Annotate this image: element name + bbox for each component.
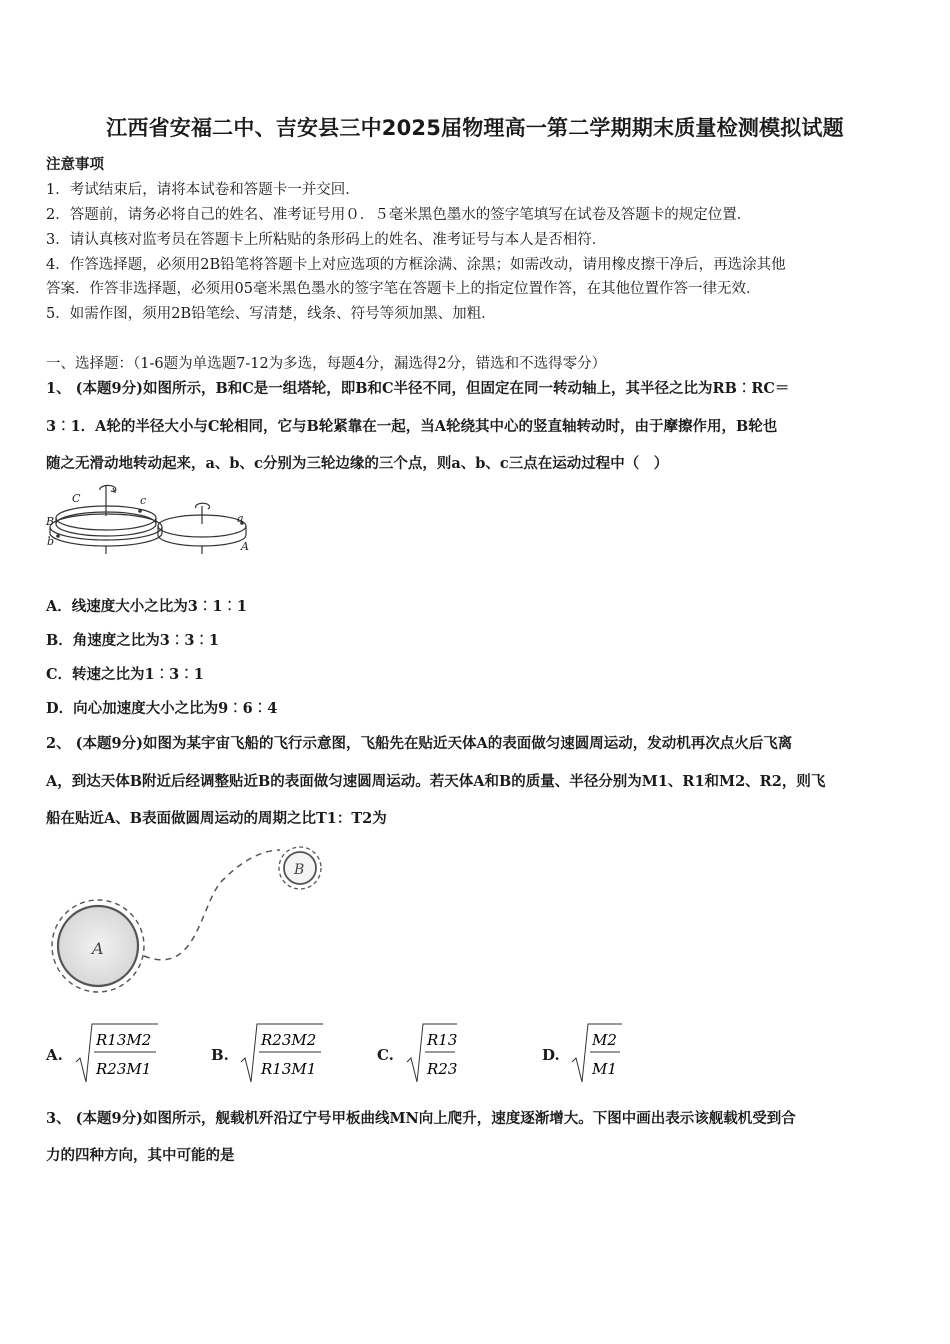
figure-label: A xyxy=(241,540,249,553)
section-heading: 一、选择题：（1-6题为单选题7-12为多选，每题4分，漏选得2分，错选和不选得零分） xyxy=(46,356,607,372)
svg-text:R13M1: R13M1 xyxy=(261,1060,317,1078)
svg-text:R23M1: R23M1 xyxy=(96,1060,152,1078)
q1-option-b: B．角速度之比为3︰3︰1 xyxy=(46,632,220,649)
svg-text:R23: R23 xyxy=(427,1060,458,1078)
spaceship-orbit-figure xyxy=(50,838,350,1008)
q2-choice-d: D. M2 M1 xyxy=(542,1018,642,1086)
q1-text: 随之无滑动地转动起来，a、b、c分别为三轮边缘的三个点，则a、b、c三点在运动过程中（ ） xyxy=(46,455,669,472)
notice-heading: 注意事项 xyxy=(46,156,104,173)
notice-item: 4．作答选择题，必须用2B铅笔将答题卡上对应选项的方框涂满、涂黑；如需改动，请用橡皮擦干净后，再选涂其他 xyxy=(46,257,786,273)
notice-item: 5．如需作图，须用2B铅笔绘、写清楚，线条、符号等须加黑、加粗． xyxy=(46,306,496,322)
q2-choice-c: C. R13 R23 xyxy=(377,1018,477,1086)
figure-label: a xyxy=(237,512,244,525)
notice-item: 3．请认真核对监考员在答题卡上所粘贴的条形码上的姓名、准考证号与本人是否相符． xyxy=(46,232,607,248)
q1-text: 3︰1．A轮的半径大小与C轮相同，它与B轮紧靠在一起，当A轮绕其中心的竖直轴转动时，由于摩擦作用，B轮也 xyxy=(46,418,778,435)
figure-label: C xyxy=(72,492,81,505)
svg-text:M2: M2 xyxy=(592,1031,617,1049)
page-title: 江西省安福二中、吉安县三中2025届物理高一第二学期期末质量检测模拟试题 xyxy=(106,116,844,140)
svg-text:R13: R13 xyxy=(427,1031,458,1049)
svg-text:R23M2: R23M2 xyxy=(261,1031,317,1049)
figure-label: A xyxy=(92,939,104,958)
tower-wheel-figure xyxy=(44,478,254,568)
notice-item: 1．考试结束后，请将本试卷和答题卡一并交回． xyxy=(46,182,360,198)
q1-option-a: A．线速度大小之比为3︰1︰1 xyxy=(46,598,248,615)
figure-label: B xyxy=(294,862,305,878)
notice-item: 答案．作答非选择题，必须用05毫米黑色墨水的签字笔在答题卡上的指定位置作答，在其他位置作答一律无效． xyxy=(46,281,761,297)
q2-text: 船在贴近A、B表面做圆周运动的周期之比T1：T2为 xyxy=(46,810,387,827)
q1-option-d: D．向心加速度大小之比为9︰6︰4 xyxy=(46,700,278,717)
figure-label: c xyxy=(140,494,147,507)
q3-text: 3、 (本题9分)如图所示，舰载机歼沿辽宁号甲板曲线MN向上爬升，速度逐渐增大。下图中画出表示该舰载机受到合 xyxy=(46,1110,796,1127)
q3-text: 力的四种方向，其中可能的是 xyxy=(46,1147,235,1164)
q1-text: 1、 (本题9分)如图所示，B和C是一组塔轮，即B和C半径不同，但固定在同一转动轴上，其半径之比为RB︰RC＝ xyxy=(46,380,790,397)
q2-text: A，到达天体B附近后经调整贴近B的表面做匀速圆周运动。若天体A和B的质量、半径分别为M1、R1和M2、R2，则飞 xyxy=(46,773,826,790)
svg-text:R13M2: R13M2 xyxy=(96,1031,152,1049)
q2-choice-b: B. R23M2 R13M1 xyxy=(211,1018,331,1086)
figure-label: B xyxy=(46,515,55,528)
q2-choice-a: A. R13M2 R23M1 xyxy=(46,1018,166,1086)
q2-text: 2、 (本题9分)如图为某宇宙飞船的飞行示意图，飞船先在贴近天体A的表面做匀速圆周运动，发动机再次点火后飞离 xyxy=(46,735,793,752)
q1-option-c: C．转速之比为1︰3︰1 xyxy=(46,666,204,683)
figure-label: b xyxy=(47,535,55,548)
notice-item: 2．答题前，请务必将自己的姓名、准考证号用０．５毫米黑色墨水的签字笔填写在试卷及答题卡的规定位置． xyxy=(46,207,752,223)
svg-text:M1: M1 xyxy=(592,1060,617,1078)
